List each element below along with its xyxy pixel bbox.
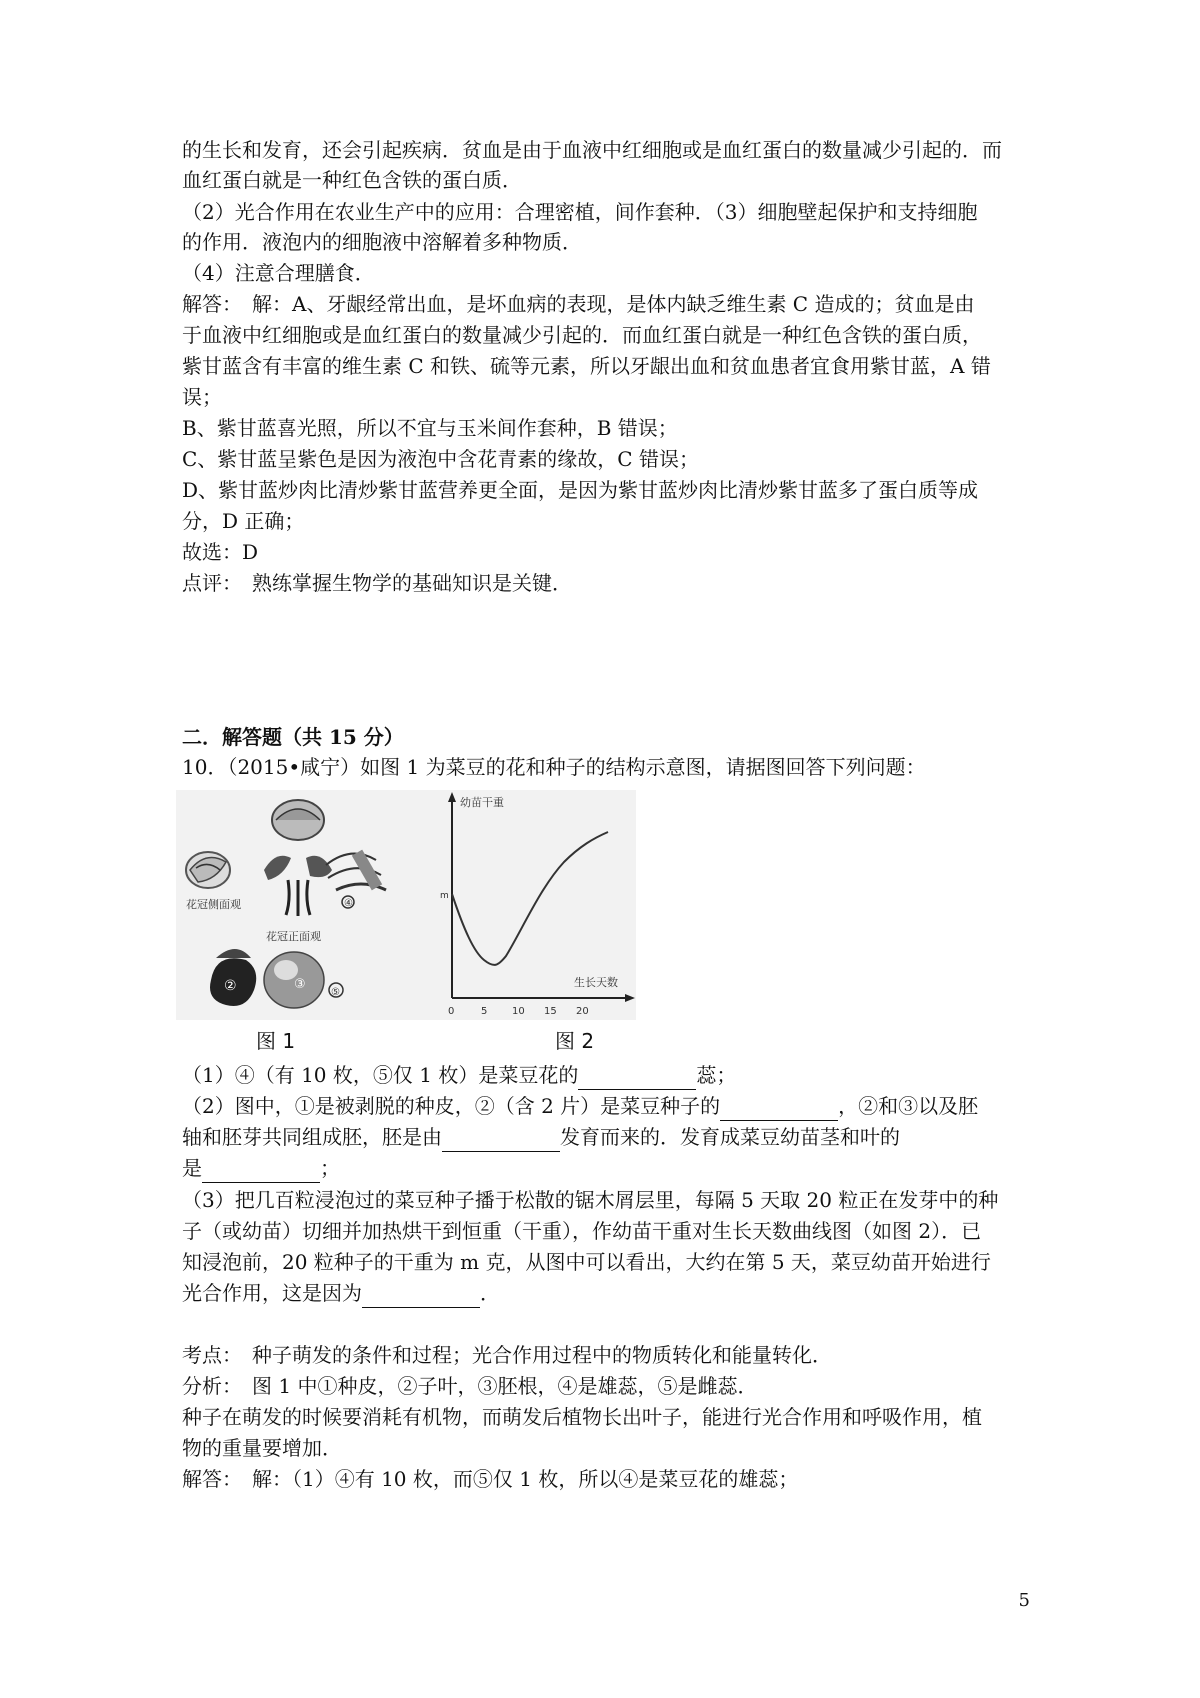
x-tick-label: 15: [544, 1006, 557, 1017]
question-1: [182, 1060, 736, 1090]
q1-text-after: 蕊；: [696, 1063, 737, 1087]
q3-text-after: ．: [480, 1281, 500, 1305]
text-line: 的生长和发育，还会引起疾病．贫血是由于血液中红细胞或是血红蛋白的数量减少引起的．而: [182, 138, 1002, 162]
text-line: 分，D 正确；: [182, 509, 305, 533]
question-3-line: 子（或幼苗）切细并加热烘干到恒重（干重），作幼苗干重对生长天数曲线图（如图 2）．已: [182, 1219, 982, 1243]
flower-side-view: [186, 852, 230, 888]
text-line: 的作用．液泡内的细胞液中溶解着多种物质．: [182, 230, 582, 254]
answer-line: 物的重量要增加．: [182, 1436, 342, 1460]
page-number: 5: [1018, 1590, 1030, 1611]
q1-blank[interactable]: [578, 1067, 696, 1090]
text-line: 于血液中红细胞或是血红蛋白的数量减少引起的．而血红蛋白就是一种红色含铁的蛋白质，: [182, 323, 982, 347]
question-3-line-last: [182, 1278, 500, 1308]
y-axis-label: 幼苗干重: [460, 796, 504, 809]
text-line: 故选：D: [182, 540, 259, 564]
x-tick-label: 5: [481, 1006, 488, 1017]
x-tick-label: 0: [448, 1006, 455, 1017]
figure-1-label: 图 1: [256, 1029, 296, 1053]
q2-line2-after: 发育而来的．发育成菜豆幼苗茎和叶的: [560, 1125, 900, 1149]
text-line: （4）注意合理膳食．: [182, 261, 375, 285]
question-2-line-2: [182, 1122, 900, 1152]
q2-line3-after: ；: [320, 1156, 340, 1180]
figure-2-label: 图 2: [555, 1029, 595, 1053]
fig1-label-front: 花冠正面观: [266, 930, 321, 943]
q3-blank[interactable]: [362, 1285, 480, 1308]
m-label: m: [440, 891, 449, 901]
x-axis-label: 生长天数: [574, 976, 618, 989]
answer-line: 解答： 解：（1）④有 10 枚，而⑤仅 1 枚，所以④是菜豆花的雄蕊；: [182, 1467, 799, 1491]
x-tick-label: 10: [512, 1006, 525, 1017]
text-line: B、紫甘蓝喜光照，所以不宜与玉米间作套种，B 错误；: [182, 416, 678, 440]
answer-line: 分析： 图 1 中①种皮，②子叶，③胚根，④是雄蕊，⑤是雌蕊．: [182, 1374, 758, 1398]
question-2-line-3: [182, 1153, 340, 1183]
q2-text-after: ，②和③以及胚: [838, 1094, 979, 1118]
fig1-num-4: ④: [344, 898, 353, 909]
q2-text-before: （2）图中，①是被剥脱的种皮，②（含 2 片）是菜豆种子的: [182, 1094, 721, 1118]
text-line: C、紫甘蓝呈紫色是因为液泡中含花青素的缘故，C 错误；: [182, 447, 699, 471]
fig1-num-5: ⑤: [331, 987, 340, 998]
fig1-num-2: ②: [224, 978, 237, 994]
q2-blank-2[interactable]: [442, 1129, 560, 1152]
question-3-line: （3）把几百粒浸泡过的菜豆种子播于松散的锯木屑层里，每隔 5 天取 20 粒正在发芽中的种: [182, 1188, 999, 1212]
figure-2-growth-curve: [436, 790, 636, 1020]
section-heading: 二．解答题（共 15 分）: [182, 725, 404, 749]
text-line: D、紫甘蓝炒肉比清炒紫甘蓝营养更全面，是因为紫甘蓝炒肉比清炒紫甘蓝多了蛋白质等成: [182, 478, 979, 502]
q3-text-before: 光合作用，这是因为: [182, 1281, 362, 1305]
text-line: （2）光合作用在农业生产中的应用：合理密植，间作套种．（3）细胞壁起保护和支持细胞: [182, 200, 978, 224]
text-line: 紫甘蓝含有丰富的维生素 C 和铁、硫等元素，所以牙龈出血和贫血患者宜食用紫甘蓝，A 错: [182, 354, 991, 378]
answer-line: 考点： 种子萌发的条件和过程；光合作用过程中的物质转化和能量转化．: [182, 1343, 832, 1367]
q2-blank-3[interactable]: [202, 1160, 320, 1183]
text-line: 点评： 熟练掌握生物学的基础知识是关键．: [182, 571, 572, 595]
q2-line2-before: 轴和胚芽共同组成胚，胚是由: [182, 1125, 442, 1149]
fig1-label-side: 花冠侧面观: [186, 898, 241, 911]
fig1-num-3: ③: [294, 977, 306, 992]
answer-line: 种子在萌发的时候要消耗有机物，而萌发后植物长出叶子，能进行光合作用和呼吸作用，植: [182, 1405, 982, 1429]
question-intro: 10．（2015•咸宁）如图 1 为菜豆的花和种子的结构示意图，请据图回答下列问题：: [182, 755, 926, 779]
text-line: 血红蛋白就是一种红色含铁的蛋白质．: [182, 168, 522, 192]
q2-line3-before: 是: [182, 1156, 202, 1180]
x-tick-label: 20: [576, 1006, 589, 1017]
text-line: 解答： 解：A、牙龈经常出血，是坏血病的表现，是体内缺乏维生素 C 造成的；贫血是由: [182, 292, 975, 316]
figure-1-flower-seed: [176, 790, 436, 1020]
question-3-line: 知浸泡前，20 粒种子的干重为 m 克，从图中可以看出，大约在第 5 天，菜豆幼苗开始进行: [182, 1250, 991, 1274]
q2-blank-1[interactable]: [720, 1098, 838, 1121]
text-line: 误；: [182, 385, 222, 409]
question-2-line-1: [182, 1091, 978, 1121]
q1-text-before: （1）④（有 10 枚，⑤仅 1 枚）是菜豆花的: [182, 1063, 579, 1087]
